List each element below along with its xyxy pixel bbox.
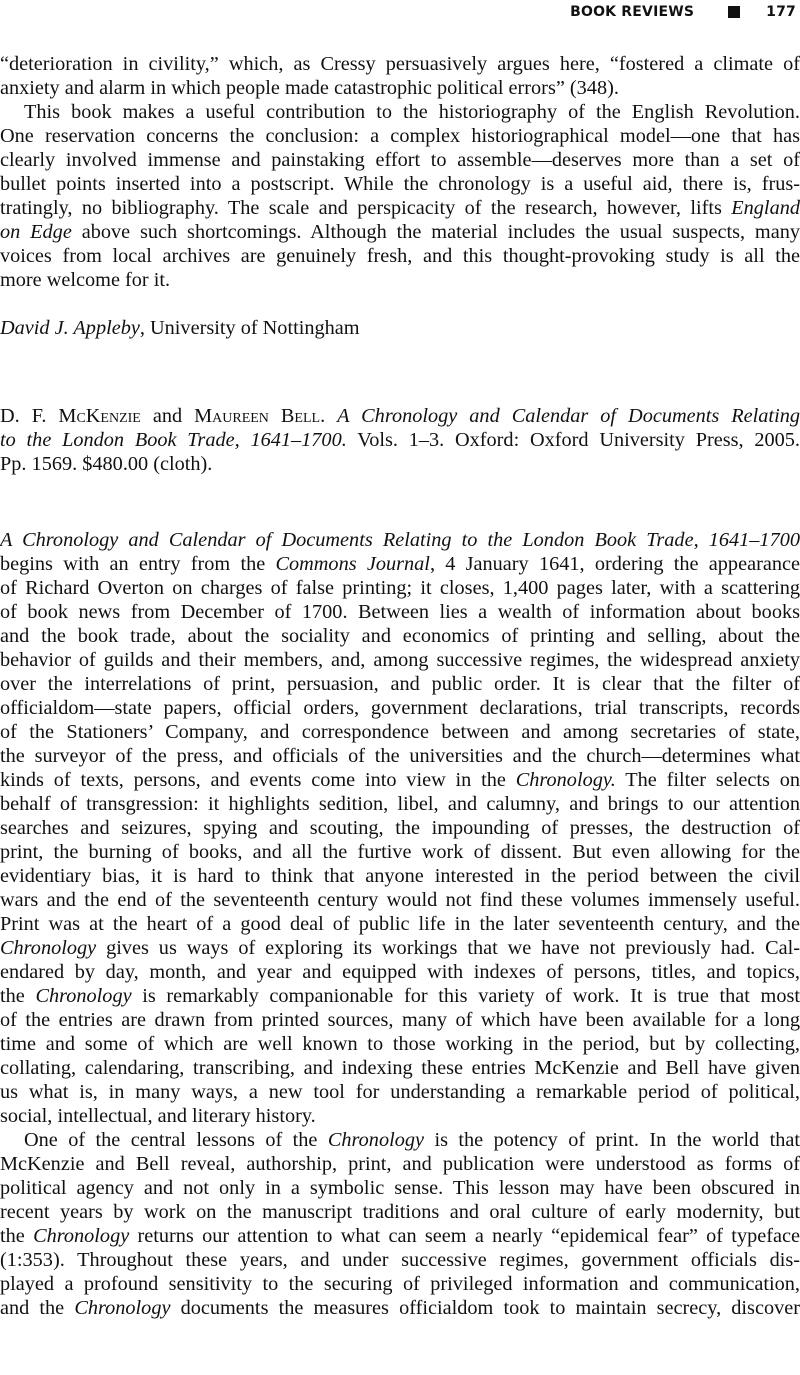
- text-line: more welcome for it.: [0, 269, 171, 291]
- running-head: [570, 0, 796, 24]
- book-citation: [0, 404, 800, 476]
- book-title: Chronology: [33, 1225, 130, 1247]
- text-line: [0, 768, 800, 792]
- text-line: of the Stationers’ Company, and correspondence between and among secretaries of state,: [0, 721, 800, 743]
- text-segment: begins with an entry from the: [0, 553, 276, 575]
- text-line: [0, 220, 800, 244]
- text-segment: is the potency of print. In the world that: [424, 1129, 800, 1151]
- author-initials: D. F.: [0, 405, 59, 427]
- text-line: [0, 428, 800, 452]
- text-line: bullet points inserted into a postscript. While the chronology is a useful aid, there is, frus-: [0, 173, 800, 195]
- text-line: played a profound sensitivity to the securing of privileged information and communication,: [0, 1273, 800, 1295]
- text-line: [0, 404, 800, 428]
- text-line: [0, 936, 800, 960]
- text-line: Pp. 1569. $480.00 (cloth).: [0, 453, 213, 475]
- text-line: behalf of transgression: it highlights sedition, libel, and calumny, and brings to our attention: [0, 793, 800, 815]
- text-line: of Richard Overton on charges of false printing; it closes, 1,400 pages later, with a scattering: [0, 577, 800, 599]
- book-title: A Chronology and Calendar of Documents Relating: [337, 405, 800, 427]
- book-title: to the London Book Trade, 1641–1700.: [0, 429, 347, 451]
- black-square-icon: [728, 6, 740, 18]
- text-line: [0, 196, 800, 220]
- text-segment: kinds of texts, persons, and events come into view in the: [0, 769, 516, 791]
- text-line: recent years by work on the manuscript traditions and oral culture of early modernity, but: [0, 1201, 800, 1223]
- author-first-name: Maureen: [194, 405, 269, 427]
- author-surname: Bell: [280, 405, 321, 427]
- reviewer-name: David J. Appleby: [0, 317, 140, 339]
- text-segment: the: [0, 1225, 34, 1247]
- text-segment: , 4 January 1641, ordering the appearance: [429, 553, 800, 575]
- text-line: [0, 552, 800, 576]
- text-line: One reservation concerns the conclusion: a complex historiographical model—one that has: [0, 125, 800, 147]
- text-line: political agency and not only in a symbolic sense. This lesson may have been obscured in: [0, 1177, 800, 1199]
- review-2-paragraph-1: [0, 528, 800, 1128]
- text-line: evidentiary bias, it is hard to think that anyone interested in the period between the civil: [0, 865, 800, 887]
- text-segment: returns our attention to what can seem a nearly “epidemical fear” of typeface: [129, 1225, 800, 1247]
- book-title: Chronology: [0, 937, 97, 959]
- text-segment: is remarkably companionable for this variety of work. It is true that most: [131, 985, 800, 1007]
- text-segment: The filter selects on: [615, 769, 800, 791]
- author-surname: McKenzie: [58, 405, 141, 427]
- text-line: [0, 1224, 800, 1248]
- text-line: clearly involved immense and painstaking effort to assemble—deserves more than a set of: [0, 149, 800, 171]
- text-line: endared by day, month, and year and equipped with indexes of persons, titles, and topics,: [0, 961, 800, 983]
- text-line: over the interrelations of print, persuasion, and public order. It is clear that the filter of: [0, 673, 800, 695]
- text-line: collating, calendaring, transcribing, and indexing these entries McKenzie and Bell have given: [0, 1057, 800, 1079]
- text-line: McKenzie and Bell reveal, authorship, print, and publication were understood as forms of: [0, 1153, 800, 1175]
- source-title: Commons Journal: [275, 553, 430, 575]
- text-segment: the: [0, 985, 36, 1007]
- text-line: time and some of which are well known to those working in the period, but by collecting,: [0, 1033, 800, 1055]
- text-line: wars and the end of the seventeenth century would not find these volumes immensely useful.: [0, 889, 800, 911]
- text-segment: above such shortcomings. Although the material includes the usual suspects, many: [81, 221, 800, 243]
- book-title: Chronology: [35, 985, 132, 1007]
- text-line: voices from local archives are genuinely fresh, and this thought-provoking study is all the: [0, 245, 800, 267]
- text-line: anxiety and alarm in which people made catastrophic political errors” (348).: [0, 77, 619, 99]
- review-1-final-paragraph: [0, 100, 800, 292]
- book-title: Chronology: [327, 1129, 425, 1151]
- text-line: print, the burning of books, and all the furtive work of dissent. But even allowing for the: [0, 841, 800, 863]
- text-line: the surveyor of the press, and officials of the universities and the church—determines what: [0, 745, 800, 767]
- book-title: on Edge: [0, 221, 72, 243]
- text-line: of the entries are drawn from printed sources, many of which have been available for a long: [0, 1009, 800, 1031]
- page-body: [0, 52, 800, 1320]
- text-segment: .: [320, 405, 338, 427]
- book-title: Chronology.: [515, 769, 616, 791]
- review-1-closing-paragraph: [0, 52, 800, 100]
- text-line: [0, 984, 800, 1008]
- text-line: [0, 1128, 800, 1152]
- text-segment: tratingly, no bibliography. The scale and perspicacity of the research, however, lifts: [0, 197, 732, 219]
- text-line: “deterioration in civility,” which, as Cressy persuasively argues here, “fostered a climate of: [0, 53, 800, 75]
- text-segment: and: [140, 405, 195, 427]
- book-title: Chronology: [74, 1297, 171, 1319]
- text-line: us what is, in many ways, a new tool for understanding a remarkable period of political,: [0, 1081, 800, 1103]
- page-number: 177: [766, 4, 796, 20]
- text-line: and the book trade, about the sociality and economics of printing and selling, about the: [0, 625, 800, 647]
- text-segment: and the: [0, 1297, 75, 1319]
- text-segment: documents the measures officialdom took to maintain secrecy, discover: [170, 1297, 800, 1319]
- text-line: This book makes a useful contribution to the historiography of the English Revolution.: [24, 101, 800, 123]
- text-line: searches and seizures, spying and scouting, the impounding of presses, the destruction of: [0, 817, 800, 839]
- text-line: [0, 1296, 800, 1320]
- text-line: [0, 528, 800, 552]
- text-line: behavior of guilds and their members, and, among successive regimes, the widespread anxiety: [0, 649, 800, 671]
- reviewer-affiliation: , University of Nottingham: [139, 317, 360, 339]
- text-segment: gives us ways of exploring its workings that we have not previously had. Cal-: [96, 937, 800, 959]
- text-line: of book news from December of 1700. Between lies a wealth of information about books: [0, 601, 800, 623]
- book-title: A Chronology and Calendar of Documents Relating to the London Book Trade, 1641–1700: [0, 529, 800, 551]
- review-2-paragraph-2: [0, 1128, 800, 1320]
- publication-details: Vols. 1–3. Oxford: Oxford University Press, 2005.: [346, 429, 800, 451]
- text-line: Print was at the heart of a good deal of public life in the later seventeenth century, and the: [0, 913, 800, 935]
- text-segment: One of the central lessons of the: [24, 1129, 328, 1151]
- text-line: officialdom—state papers, official orders, government declarations, trial transcripts, records: [0, 697, 800, 719]
- text-line: (1:353). Throughout these years, and under successive regimes, government officials dis-: [0, 1249, 800, 1271]
- reviewer-signature: [0, 316, 800, 340]
- section-title: BOOK REVIEWS: [570, 4, 695, 20]
- text-line: social, intellectual, and literary history.: [0, 1105, 316, 1127]
- book-title: England: [731, 197, 800, 219]
